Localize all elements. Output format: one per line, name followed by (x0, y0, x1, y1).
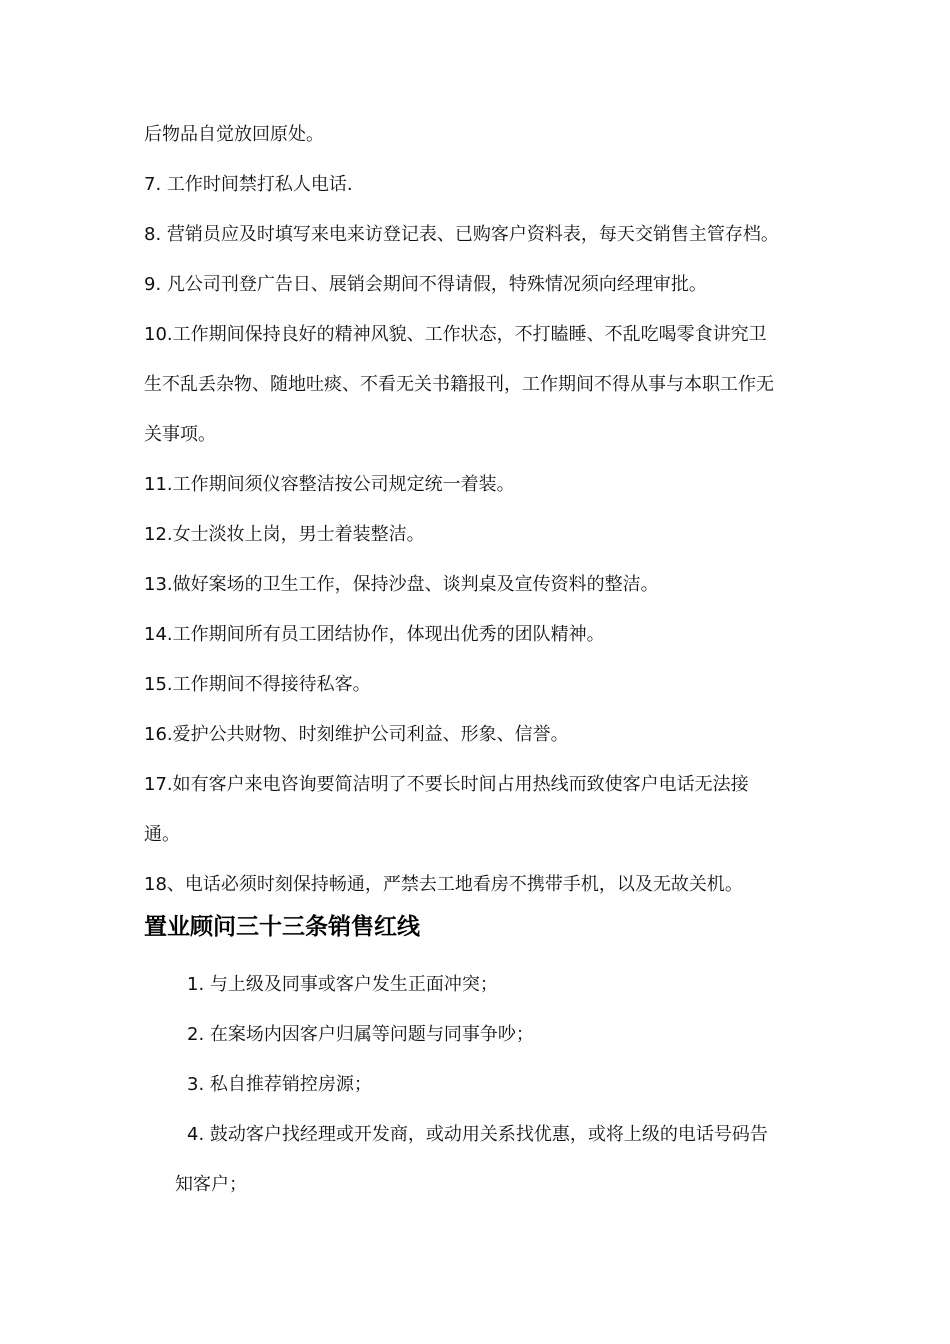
rule-item-16: 16.爱护公共财物、时刻维护公司利益、形象、信誉。 (144, 724, 569, 745)
red-line-item-4-line-2: 知客户； (175, 1174, 247, 1195)
rule-item-15: 15.工作期间不得接待私客。 (144, 674, 371, 695)
rule-item-18: 18、电话必须时刻保持畅通，严禁去工地看房不携带手机，以及无故关机。 (144, 874, 743, 895)
section-heading: 置业顾问三十三条销售红线 (144, 914, 420, 940)
rule-item-13: 13.做好案场的卫生工作，保持沙盘、谈判桌及宣传资料的整洁。 (144, 574, 659, 595)
rule-item-7: 7. 工作时间禁打私人电话. (144, 174, 353, 195)
rule-item-14: 14.工作期间所有员工团结协作，体现出优秀的团队精神。 (144, 624, 605, 645)
rule-item-10-line-2: 生不乱丢杂物、随地吐痰、不看无关书籍报刊，工作期间不得从事与本职工作无 (144, 374, 774, 395)
rule-item-10-line-1: 10.工作期间保持良好的精神风貌、工作状态，不打瞌睡、不乱吃喝零食讲究卫 (144, 324, 767, 345)
rule-item-11: 11.工作期间须仪容整洁按公司规定统一着装。 (144, 474, 515, 495)
rule-item-9: 9. 凡公司刊登广告日、展销会期间不得请假，特殊情况须向经理审批。 (144, 274, 707, 295)
red-line-item-1: 1. 与上级及同事或客户发生正面冲突； (187, 974, 498, 995)
rule-item-17-line-2: 通。 (144, 824, 180, 845)
rule-item-8: 8. 营销员应及时填写来电来访登记表、已购客户资料表，每天交销售主管存档。 (144, 224, 779, 245)
rule-item-12: 12.女士淡妆上岗，男士着装整洁。 (144, 524, 425, 545)
red-line-item-3: 3. 私自推荐销控房源； (187, 1074, 372, 1095)
rule-item-10-line-3: 关事项。 (144, 424, 216, 445)
red-line-item-4-line-1: 4. 鼓动客户找经理或开发商，或动用关系找优惠，或将上级的电话号码告 (187, 1124, 768, 1145)
rule-item-17-line-1: 17.如有客户来电咨询要简洁明了不要长时间占用热线而致使客户电话无法接 (144, 774, 749, 795)
paragraph-continued: 后物品自觉放回原处。 (144, 124, 324, 145)
red-line-item-2: 2. 在案场内因客户归属等问题与同事争吵； (187, 1024, 534, 1045)
